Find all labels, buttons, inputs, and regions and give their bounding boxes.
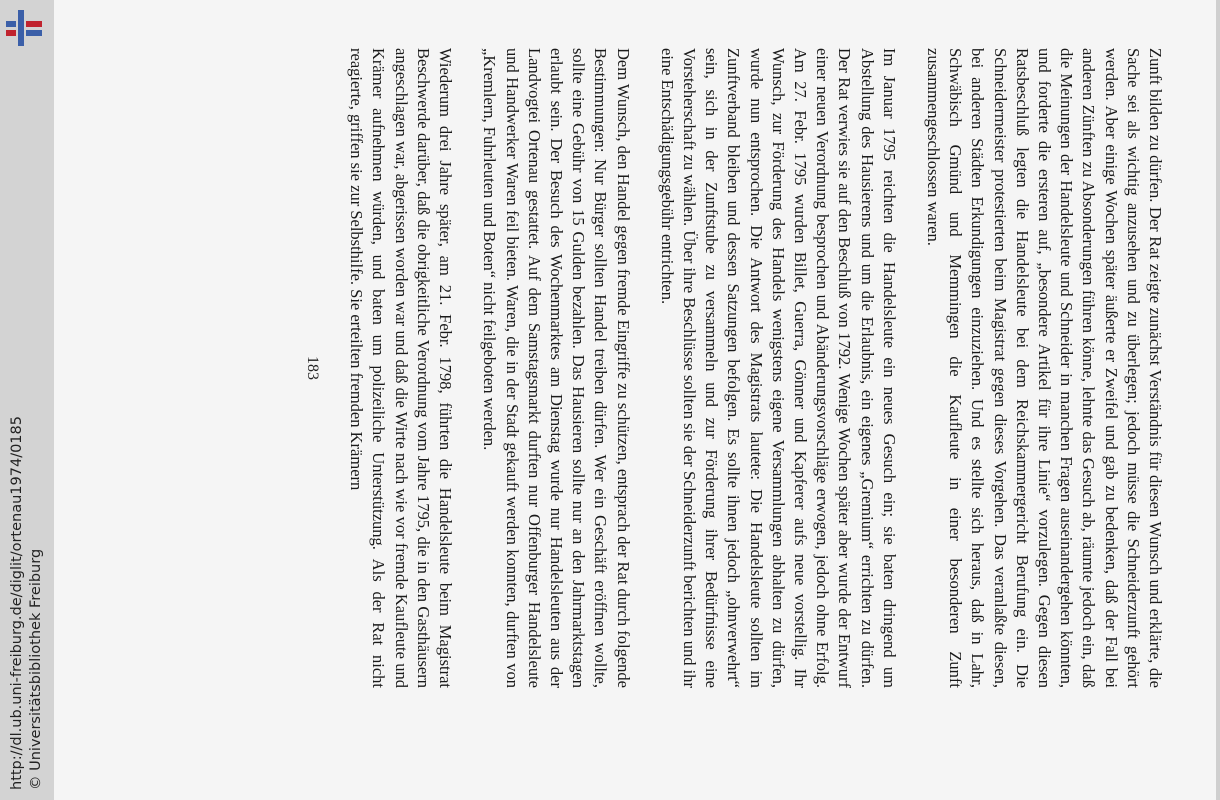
page-text — [301, 48, 1166, 688]
digital-object-url[interactable]: http://dl.ub.uni-freiburg.de/diglit/ortenau1974/0185 — [9, 416, 25, 790]
university-logo-icon — [2, 8, 46, 48]
viewer-sidebar — [0, 0, 54, 800]
paragraph-1: Zunft bilden zu dürfen. Der Rat zeigte zunächst Verständnis für diesen Wunsch und erklärte, die Sache sei als wichtig anzusehen und zu überlegen; jedoch müsse die Schneiderzunft gehört werden. Aber einige Wochen später äußerte er Zweifel und gab zu bedenken, daß der Fall bei anderen Zünften zu Absonderungen führen könne, lehnte das Gesuch ab, räumte jedoch ein, daß die Meinungen der Handelsleute und Schneider in manchen Fragen auseinandergehen könnten, und forderte die ersteren auf, „besondere Artikel für ihre Linie“ vorzulegen. Gegen diesen Ratsbeschluß legten die Handelsleute bei dem Reichskammergericht Berufung ein. Die Schneidermeister protestierten beim Magistrat gegen dieses Vorgehen. Das veranlaßte diesen, bei anderen Städten Erkundigungen einzuziehen. Und es stellte sich heraus, daß in Lahr, Schwäbisch Gmünd und Memmingen die Kaufleute in einer besonderen Zunft zusammengeschlossen waren. — [923, 48, 1165, 688]
paragraph-3: Dem Wunsch, den Handel gegen fremde Eingriffe zu schützen, entsprach der Rat durch folgende Bestimmungen: Nur Bürger sollten Handel treiben dürfen. Wer ein Geschäft eröffnen wollte, sollte eine Gebühr von 15 Gulden bezahlen. Das Hausieren sollte nur an den Jahrmarktstagen erlaubt sein. Der Besuch des Wochenmarktes am Dienstag wurde nur Handelsleuten aus der Landvogtei Ortenau gestattet. Auf dem Samstagsmarkt durften nur Offenburger Handelsleute und Handwerker Waren feil bieten. Waren, die in der Stadt gekauft werden konnten, durften von „Kremlern, Fuhrleuten und Boten“ nicht feilgeboten werden. — [480, 48, 633, 688]
scanned-page — [54, 0, 1220, 800]
copyright-notice: © Universitätsbibliothek Freiburg — [28, 548, 44, 790]
paragraph-4: Wiederum drei Jahre später, am 21. Febr. 1798, führten die Handelsleute beim Magistrat Beschwerde darüber, daß die obrigkeitliche Verordnung vom Jahre 1795, die in den Gasthäusern angeschlagen war, abgerissen worden war und daß die Wirte nach wie vor fremde Kaufleute und Krämer aufnehmen würden, und baten um polizeiliche Unterstützung. Als der Rat nicht reagierte, griffen sie zur Selbsthilfe. Sie erteilten fremden Krämern — [347, 48, 456, 688]
page-edge — [1216, 0, 1220, 800]
page-number: 183 — [304, 356, 322, 380]
paragraph-2: Im Januar 1795 reichten die Handelsleute ein neues Gesuch ein; sie baten dringend um Abstellung des Hausierens und um die Erlaubnis, ein eigenes „Gremium“ errichten zu dürfen. Der Rat verwies sie auf den Beschluß von 1792. Wenige Wochen später aber wurde der Entwurf einer neuen Verordnung besprochen und Abänderungsvorschläge erwogen, jedoch ohne Erfolg. Am 27. Febr. 1795 wurden Billet, Guerra, Gönner und Kapferer aufs neue vorstellig. Ihr Wunsch, zur Förderung des Handels wenigstens eigene Versammlungen abhalten zu dürfen, wurde nun entsprochen. Die Antwort des Magistrats lautete: Die Handelsleute sollten im Zunftverband bleiben und dessen Satzungen befolgen. Es sollte ihnen jedoch „ohnverwehrt“ sein, sich in der Zunftstube zu versammeln und zur Förderung ihrer Bedürfnisse eine Vorsteherschaft zu wählen. Über ihre Beschlüsse sollten sie der Schneiderzunft berichten und ihr eine Entschädigungsgebühr entrichten. — [657, 48, 899, 688]
